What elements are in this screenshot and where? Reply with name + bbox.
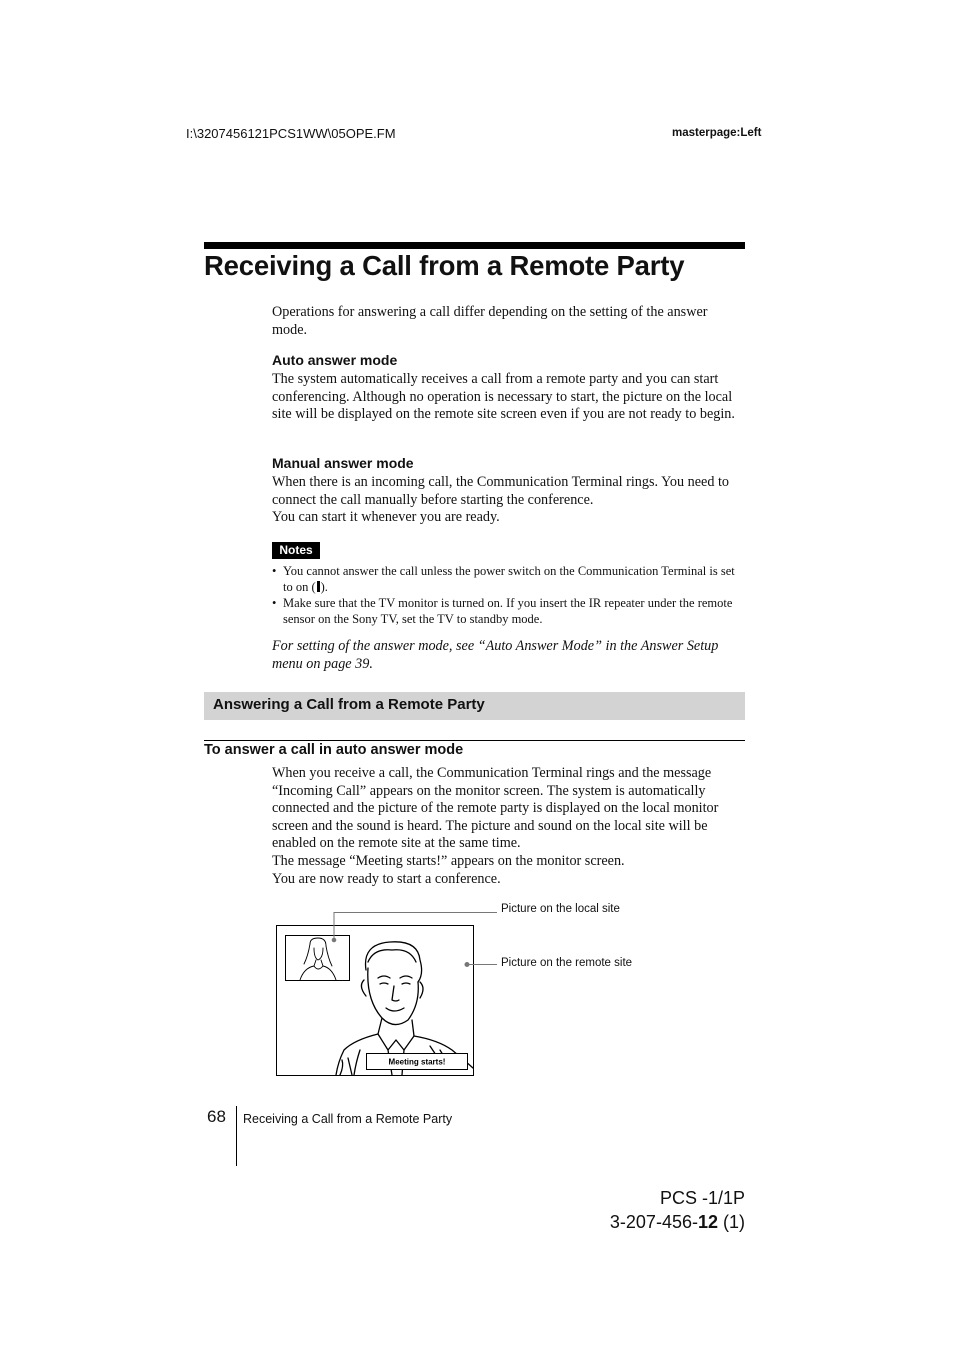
power-on-icon — [317, 581, 320, 592]
manual-mode-heading: Manual answer mode — [272, 455, 414, 471]
note-2-text: Make sure that the TV monitor is turned on. If you insert the IR repeater under the remote sensor on the Sony TV, set the TV to standby mode. — [283, 596, 733, 626]
part-number-prefix: 3-207-456- — [609, 1212, 698, 1232]
bullet: • — [272, 596, 277, 610]
manual-mode-line1: When there is an incoming call, the Communication Terminal rings. You need to connect the call manually before starting the conference. — [272, 474, 729, 508]
footer-rule — [236, 1106, 237, 1166]
part-number-bold: 12 — [697, 1212, 718, 1232]
meeting-starts-message: Meeting starts! — [388, 1057, 446, 1067]
subheading-rule — [204, 740, 745, 741]
note-1-text: You cannot answer the call unless the power switch on the Communication Terminal is set to on ( — [283, 564, 735, 594]
label-remote-site: Picture on the remote site — [501, 957, 633, 969]
section-title: Answering a Call from a Remote Party — [213, 696, 485, 713]
manual-mode-line2: You can start it whenever you are ready. — [272, 509, 500, 526]
procedure-text — [272, 765, 746, 888]
title-bar — [204, 242, 745, 249]
procedure-para-3: You are now ready to start a conference. — [272, 870, 501, 887]
model-name: PCS -1/1P — [659, 1188, 745, 1208]
bullet: • — [272, 564, 277, 578]
monitor-illustration — [270, 900, 650, 1085]
label-local-site: Picture on the local site — [501, 903, 620, 915]
running-title: Receiving a Call from a Remote Party — [243, 1112, 453, 1126]
part-number — [600, 1210, 745, 1234]
masterpage-label: masterpage:Left — [672, 127, 762, 139]
manual-mode-text — [272, 474, 746, 527]
auto-mode-heading: Auto answer mode — [272, 352, 398, 368]
answer-mode-reference: For setting of the answer mode, see “Auto Answer Mode” in the Answer Setup menu on page 39. — [272, 638, 719, 672]
part-number-suffix: (1) — [718, 1212, 745, 1232]
procedure-para-2: The message “Meeting starts!” appears on the monitor screen. — [272, 852, 625, 869]
notes-badge: Notes — [272, 542, 320, 559]
procedure-heading: To answer a call in auto answer mode — [204, 742, 464, 758]
file-path: I:\3207456121PCS1WW\05OPE.FM — [186, 126, 396, 141]
page-title: Receiving a Call from a Remote Party — [204, 250, 685, 281]
model-info — [600, 1186, 745, 1234]
note-item — [272, 563, 746, 595]
procedure-para-1: When you receive a call, the Communication Terminal rings and the message “Incoming Call” appears on the monitor screen. The system is automatically connected and the picture of the remote party is displayed on the local monitor screen and the sound is heard. The picture and sound on the local site will be enabled on the remote site at the same time. — [272, 765, 719, 852]
local-site-picture — [286, 936, 350, 981]
local-site-callout-dot — [332, 938, 336, 942]
intro-paragraph: Operations for answering a call differ depending on the setting of the answer mode. — [272, 304, 708, 338]
note-1-text-end: ). — [320, 580, 328, 594]
remote-site-callout-dot — [465, 963, 469, 967]
auto-mode-text: The system automatically receives a call from a remote party and you can start conferencing. Although no operation is necessary to start, the picture on the local site will be displayed on the remote site screen even if you are not ready to begin. — [272, 371, 735, 423]
page-number: 68 — [207, 1107, 226, 1126]
note-item — [272, 595, 746, 627]
